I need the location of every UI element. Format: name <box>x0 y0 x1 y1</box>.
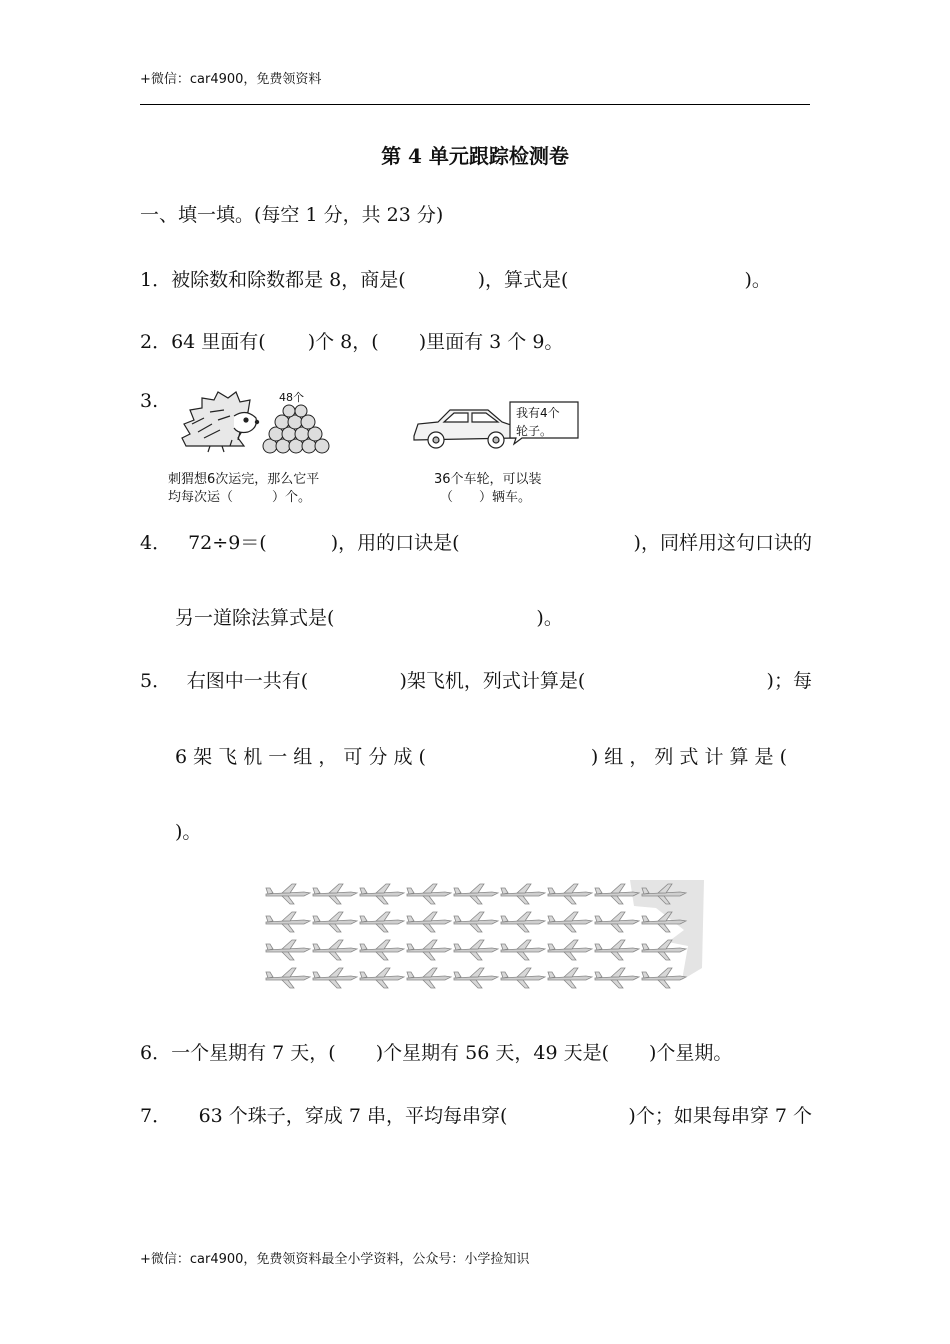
q4-number: 4． <box>140 532 172 554</box>
question-6 <box>140 1038 732 1065</box>
q4-text-a: 72÷9＝( <box>188 532 267 554</box>
question-4-line-2 <box>175 603 563 630</box>
q5-text-b: )架飞机，列式计算是( <box>399 670 586 692</box>
question-4-line-1 <box>140 528 812 555</box>
q1-text-a: 被除数和除数都是 8，商是( <box>171 269 406 291</box>
airplane-icon <box>360 968 404 988</box>
q5-text-a: 右图中一共有( <box>186 670 309 692</box>
q7-text-b: )个；如果每串穿 7 个 <box>628 1105 812 1127</box>
q4-answer-blank-2[interactable] <box>477 528 617 555</box>
q6-text-b: )个星期有 56 天，49 天是( <box>375 1042 609 1064</box>
airplane-icon <box>313 884 357 904</box>
airplane-icon <box>454 884 498 904</box>
question-1 <box>140 265 812 292</box>
airplane-icon <box>266 884 310 904</box>
q2-text-c: )里面有 3 个 9。 <box>418 331 564 353</box>
airplane-icon <box>501 940 545 960</box>
airplane-icon <box>313 940 357 960</box>
airplane-icon <box>407 912 451 932</box>
q4-answer-blank-1[interactable] <box>284 528 314 555</box>
airplane-icon <box>595 940 639 960</box>
page-footer: +微信：car4900，免费领资料最全小学资料，公众号：小学捡知识 <box>140 1252 530 1267</box>
q1-text-c: )。 <box>744 269 771 291</box>
q5-number: 5． <box>140 670 172 692</box>
q7-answer-blank-1[interactable] <box>535 1101 601 1128</box>
question-5-line-2 <box>175 742 787 769</box>
car-caption-line-1: 36个车轮，可以装 <box>434 472 542 487</box>
q2-text-a: 64 里面有( <box>171 331 266 353</box>
airplane-icon <box>407 884 451 904</box>
airplane-icon <box>313 912 357 932</box>
airplane-icon <box>360 912 404 932</box>
airplane-icon <box>454 940 498 960</box>
section-heading: 一、填一填。(每空 1 分，共 23 分) <box>140 204 444 226</box>
hedgehog-count-label: 48个 <box>279 391 304 404</box>
q1-number: 1． <box>140 269 172 291</box>
hedgehog-caption-line-1: 刺猬想6次运完，那么它平 <box>168 472 320 487</box>
airplane-icon <box>548 968 592 988</box>
question-5-line-3: )。 <box>175 821 202 843</box>
airplane-icon <box>548 940 592 960</box>
speech-bubble-line-2: 轮子。 <box>516 424 553 438</box>
q5-answer-blank-1[interactable] <box>324 666 384 693</box>
q5-text-e: ) 组 ， 列 式 计 算 是 ( <box>590 746 787 768</box>
page-header: +微信：car4900，免费领资料 <box>140 72 322 87</box>
car-caption-line-2: （ ）辆车。 <box>440 490 532 505</box>
q4-text-b: )，用的口诀是( <box>330 532 460 554</box>
question-7 <box>140 1101 812 1128</box>
hedgehog-caption-line-2: 均每次运（ ）个。 <box>168 490 312 505</box>
airplanes-figure <box>258 876 710 998</box>
q4-text-c: )，同样用这句口诀的 <box>633 532 812 554</box>
q4-text-d: 另一道除法算式是( <box>175 607 335 629</box>
q2-number: 2． <box>140 331 172 353</box>
airplane-icon <box>266 912 310 932</box>
airplane-icon <box>454 968 498 988</box>
airplane-icon <box>548 884 592 904</box>
airplane-icon <box>595 912 639 932</box>
q6-number: 6． <box>140 1042 172 1064</box>
q5-answer-blank-3[interactable] <box>465 742 551 769</box>
q5-text-c: )；每 <box>766 670 812 692</box>
airplane-icon <box>407 940 451 960</box>
airplane-icon <box>642 968 686 988</box>
q6-text-a: 一个星期有 7 天，( <box>171 1042 336 1064</box>
page-title: 第 4 单元跟踪检测卷 <box>381 144 569 168</box>
header-rule <box>140 104 810 105</box>
airplane-icon <box>501 912 545 932</box>
q7-text-a: 63 个珠子，穿成 7 串，平均每串穿( <box>198 1105 508 1127</box>
plane-grid <box>266 884 686 988</box>
q4-text-e: )。 <box>536 607 563 629</box>
q7-number: 7． <box>140 1105 172 1127</box>
airplane-icon <box>266 940 310 960</box>
airplane-icon <box>407 968 451 988</box>
q3-number: 3. <box>140 390 159 412</box>
airplane-icon <box>360 940 404 960</box>
airplane-icon <box>501 968 545 988</box>
airplane-icon <box>595 968 639 988</box>
q2-text-b: )个 8，( <box>307 331 379 353</box>
q5-answer-blank-2[interactable] <box>601 666 751 693</box>
q1-text-b: )，算式是( <box>477 269 569 291</box>
airplane-icon <box>313 968 357 988</box>
question-5-line-1 <box>140 666 812 693</box>
hedgehog-illustration <box>180 388 370 464</box>
airplane-icon <box>454 912 498 932</box>
airplane-icon <box>266 968 310 988</box>
airplane-icon <box>548 912 592 932</box>
airplane-icon <box>360 884 404 904</box>
question-2 <box>140 327 563 354</box>
q6-text-c: )个星期。 <box>649 1042 733 1064</box>
speech-bubble-line-1: 我有4个 <box>516 406 560 420</box>
q5-text-d: 6 架 飞 机 一 组 ， 可 分 成 ( <box>175 746 426 768</box>
airplane-icon <box>501 884 545 904</box>
